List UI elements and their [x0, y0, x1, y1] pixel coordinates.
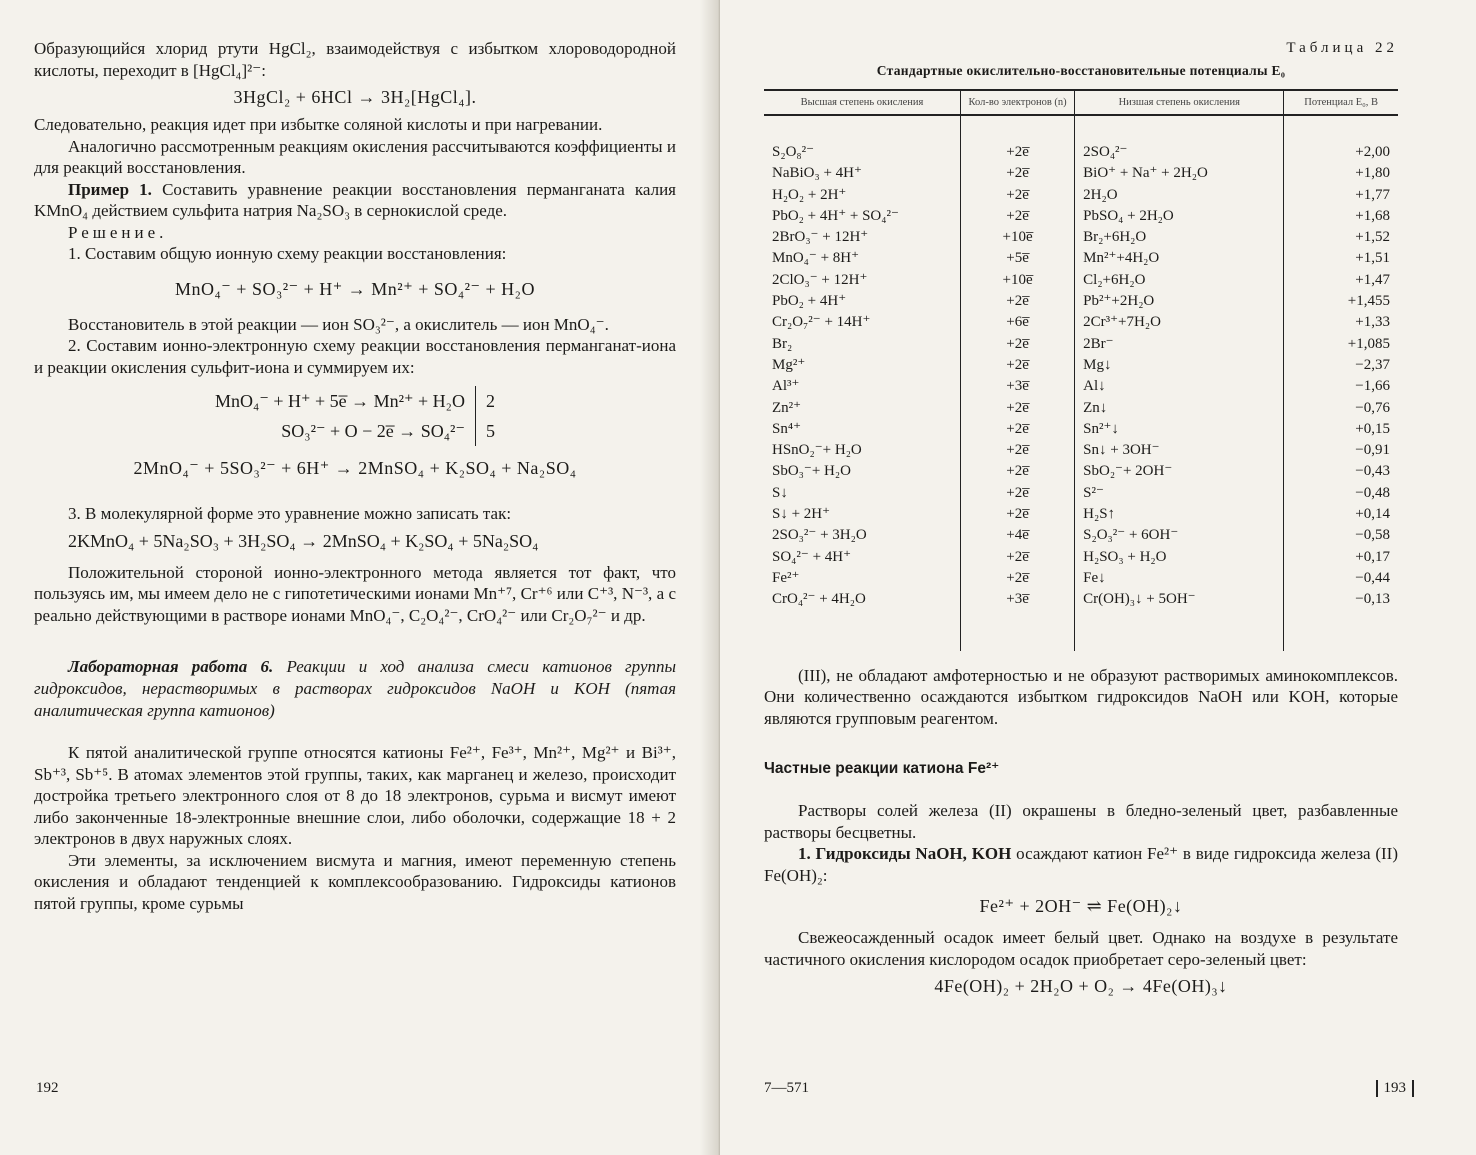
potentials-table: [764, 89, 1398, 651]
table-cell: 2SO₄²⁻: [1075, 142, 1284, 163]
example-paragraph: [34, 179, 676, 222]
table-cell: S↓ + 2H⁺: [772, 506, 831, 523]
table-cell: 2Br⁻: [1075, 334, 1284, 355]
table-row: [764, 589, 1398, 610]
table-cell: 2H₂O: [1075, 185, 1284, 206]
table-cell: [764, 611, 961, 651]
table-body: [764, 115, 1398, 651]
table-cell: +6e̅: [961, 312, 1075, 333]
step-1: 1. Составим общую ионную схему реакции восстановления:: [68, 244, 507, 263]
table-cell: +10e̅: [961, 227, 1075, 248]
table-row: [764, 185, 1398, 206]
half-reaction-2: SO₃²⁻ + O − 2e̅ → SO₄²⁻: [281, 421, 465, 441]
table-cell: Mg²⁺: [772, 356, 806, 373]
table-cell: Mg↓: [1075, 355, 1284, 376]
table-cell: +2e̅: [961, 206, 1075, 227]
table-cell: Zn↓: [1075, 398, 1284, 419]
table-row: [764, 461, 1398, 482]
table-cell: Br₂+6H₂O: [1075, 227, 1284, 248]
paragraph: Следовательно, реакция идет при избытке соляной кислоты и при нагревании.: [34, 115, 603, 134]
paragraph: Образующийся хлорид ртути HgCl₂, взаимодействуя с избытком хлороводородной кислоты, переходит в [HgCl₄]²⁻:: [34, 39, 676, 80]
table-cell: BiO⁺ + Na⁺ + 2H₂O: [1075, 163, 1284, 184]
table-cell: H₂S↑: [1075, 504, 1284, 525]
table-cell: S₂O₃²⁻ + 6OH⁻: [1075, 525, 1284, 546]
column-header: Потенциал E₀, В: [1284, 90, 1398, 115]
table-cell: 2SO₃²⁻ + 3H₂O: [772, 527, 867, 544]
table-cell: Sn²⁺↓: [1075, 419, 1284, 440]
table-cell: 2ClO₃⁻ + 12H⁺: [772, 271, 868, 288]
table-cell: +10e̅: [961, 270, 1075, 291]
table-cell: SbO₃⁻+ H₂O: [772, 463, 851, 480]
table-cell: HSnO₂⁻+ H₂O: [772, 442, 862, 459]
table-cell: +1,68: [1284, 206, 1398, 227]
example-text: Составить уравнение реакции восстановления перманганата калия KMnO₄ действием сульфита натрия Na₂SO₃ в сернокислой среде.: [34, 179, 677, 220]
table-cell: −1,66: [1284, 376, 1398, 397]
table-row: [764, 206, 1398, 227]
table-cell: Cl₂+6H₂O: [1075, 270, 1284, 291]
table-cell: Pb²⁺+2H₂O: [1075, 291, 1284, 312]
table-cell: +3e̅: [961, 376, 1075, 397]
table-cell: +3e̅: [961, 589, 1075, 610]
column-header: Кол-во электронов (n): [961, 90, 1075, 115]
table-spacer-row: [764, 115, 1398, 142]
table-cell: [764, 115, 961, 142]
lab-subtitle: Реакции и ход анализа смеси катионов группы гидроксидов, нерастворимых в растворах гидроксидов NaOH и KOH (пятая аналитическая группа катионов): [34, 657, 676, 720]
table-cell: +2e̅: [961, 142, 1075, 163]
equation: 4Fe(OH)₂ + 2H₂O + O₂ → 4Fe(OH)₃↓: [934, 976, 1228, 997]
table-row: [764, 419, 1398, 440]
table-cell: +2e̅: [961, 355, 1075, 376]
table-cell: PbSO₄ + 2H₂O: [1075, 206, 1284, 227]
table-row: [764, 163, 1398, 184]
step-2: 2. Составим ионно-электронную схему реакции восстановления перманганат-иона и реакции окисления сульфит-иона и суммируем их:: [34, 336, 676, 377]
table-cell: [1284, 115, 1398, 142]
example-label: Пример 1.: [68, 179, 152, 199]
table-cell: +2e̅: [961, 483, 1075, 504]
table-cell: Al↓: [1075, 376, 1284, 397]
table-cell: CrO₄²⁻ + 4H₂O: [772, 591, 866, 608]
table-cell: +2,00: [1284, 142, 1398, 163]
table-row: [764, 440, 1398, 461]
table-cell: Mn²⁺+4H₂O: [1075, 248, 1284, 269]
table-cell: Fe²⁺: [772, 569, 800, 586]
table-cell: +2e̅: [961, 334, 1075, 355]
table-cell: −0,91: [1284, 440, 1398, 461]
table-cell: [961, 115, 1075, 142]
table-cell: +0,17: [1284, 547, 1398, 568]
table-row: [764, 483, 1398, 504]
column-header: Низшая степень окисления: [1075, 90, 1284, 115]
table-end-row: [764, 611, 1398, 651]
table-cell: [1284, 611, 1398, 651]
table-cell: [961, 611, 1075, 651]
table-cell: +2e̅: [961, 291, 1075, 312]
printer-signature: 7—571: [764, 1080, 809, 1096]
table-cell: +5e̅: [961, 248, 1075, 269]
paragraph: Свежеосажденный осадок имеет белый цвет. Однако на воздухе в результате частичного окисления кислородом осадок приобретает серо-зеленый цвет:: [764, 928, 1398, 969]
table-cell: +2e̅: [961, 461, 1075, 482]
equation: Fe²⁺ + 2OH⁻ ⇌ Fe(OH)₂↓: [979, 896, 1183, 917]
table-cell: +1,455: [1284, 291, 1398, 312]
page-number: 193: [1376, 1080, 1415, 1097]
table-cell: 2Cr³⁺+7H₂O: [1075, 312, 1284, 333]
table-cell: +2e̅: [961, 398, 1075, 419]
table-cell: [1075, 115, 1284, 142]
table-row: [764, 568, 1398, 589]
table-row: [764, 398, 1398, 419]
step-3: 3. В молекулярной форме это уравнение можно записать так:: [68, 504, 512, 523]
table-cell: +1,52: [1284, 227, 1398, 248]
table-cell: +2e̅: [961, 163, 1075, 184]
table-cell: PbO₂ + 4H⁺ + SO₄²⁻: [772, 207, 899, 224]
table-cell: −2,37: [1284, 355, 1398, 376]
table-cell: +4e̅: [961, 525, 1075, 546]
table-cell: 2BrO₃⁻ + 12H⁺: [772, 229, 869, 246]
table-row: [764, 504, 1398, 525]
paragraph: Растворы солей железа (II) окрашены в бледно-зеленый цвет, разбавленные растворы бесцветны.: [764, 801, 1398, 842]
table-cell: −0,76: [1284, 398, 1398, 419]
table-cell: NaBiO₃ + 4H⁺: [772, 165, 862, 182]
half-reactions: [215, 386, 476, 446]
table-row: [764, 355, 1398, 376]
table-cell: PbO₂ + 4H⁺: [772, 293, 847, 310]
table-cell: Cr(OH)₃↓ + 5OH⁻: [1075, 589, 1284, 610]
table-cell: +0,14: [1284, 504, 1398, 525]
table-cell: +1,33: [1284, 312, 1398, 333]
table-cell: +2e̅: [961, 419, 1075, 440]
equation: MnO₄⁻ + SO₃²⁻ + H⁺ → Mn²⁺ + SO₄²⁻ + H₂O: [175, 278, 535, 299]
table-cell: −0,43: [1284, 461, 1398, 482]
paragraph: Аналогично рассмотренным реакциям окисления рассчитываются коэффициенты и для реакций восстановления.: [34, 136, 676, 177]
coefficient-1: 2: [485, 391, 495, 411]
table-cell: +2e̅: [961, 504, 1075, 525]
table-caption: Таблица 22: [1286, 40, 1398, 56]
table-cell: Sn↓ + 3OH⁻: [1075, 440, 1284, 461]
half-reaction-1: MnO₄⁻ + H⁺ + 5e̅ → Mn²⁺ + H₂O: [215, 391, 465, 411]
table-row: [764, 525, 1398, 546]
table-cell: Cr₂O₇²⁻ + 14H⁺: [772, 314, 871, 331]
lab-title: Лабораторная работа 6.: [68, 657, 274, 676]
table-cell: +1,77: [1284, 185, 1398, 206]
table-row: [764, 376, 1398, 397]
reaction-label: 1. Гидроксиды NaOH, KOH: [798, 844, 1012, 864]
equation: 3HgCl₂ + 6HCl → 3H₂[HgCl₄].: [233, 87, 477, 107]
table-cell: −0,44: [1284, 568, 1398, 589]
table-cell: −0,13: [1284, 589, 1398, 610]
table-cell: H₂SO₃ + H₂O: [1075, 547, 1284, 568]
table-cell: +1,51: [1284, 248, 1398, 269]
table-row: [764, 270, 1398, 291]
table-cell: SbO₂⁻+ 2OH⁻: [1075, 461, 1284, 482]
table-cell: Fe↓: [1075, 568, 1284, 589]
table-title: Стандартные окислительно-восстановительные потенциалы E₀: [876, 63, 1286, 78]
table-row: [764, 547, 1398, 568]
table-cell: +2e̅: [961, 547, 1075, 568]
solution-heading: Решение.: [68, 222, 168, 242]
table-cell: +1,47: [1284, 270, 1398, 291]
reaction-text: осаждают катион Fe²⁺ в виде гидроксида железа (II) Fe(OH)₂:: [764, 844, 1399, 885]
table-cell: S²⁻: [1075, 483, 1284, 504]
section-heading: Частные реакции катиона Fe²⁺: [764, 760, 1000, 778]
reaction-paragraph: [764, 843, 1398, 886]
coefficients: [476, 386, 495, 446]
table-row: [764, 248, 1398, 269]
paragraph: Восстановитель в этой реакции — ион SO₃²⁻, а окислитель — ион MnO₄⁻.: [68, 314, 609, 334]
table-cell: S₂O₈²⁻: [772, 144, 815, 160]
table-row: [764, 312, 1398, 333]
half-reaction-scheme: [34, 386, 676, 446]
table-row: [764, 227, 1398, 248]
table-cell: +2e̅: [961, 440, 1075, 461]
table-row: [764, 142, 1398, 163]
paragraph: Эти элементы, за исключением висмута и магния, имеют переменную степень окисления и обладают тенденцией к комплексообразованию. Гидроксиды катионов пятой группы, кроме сурьмы: [34, 850, 676, 913]
table-cell: Br₂: [772, 335, 793, 352]
table-cell: +2e̅: [961, 185, 1075, 206]
paragraph: (III), не обладают амфотерностью и не образуют растворимых аминокомплексов. Они количественно осаждаются избытком гидроксидов NaOH или KOH, которые являются групповым реагентом.: [764, 665, 1398, 728]
table-cell: −0,48: [1284, 483, 1398, 504]
table-cell: +1,085: [1284, 334, 1398, 355]
table-cell: Al³⁺: [772, 378, 800, 395]
equation: 2KMnO₄ + 5Na₂SO₃ + 3H₂SO₄ → 2MnSO₄ + K₂SO₄ + 5Na₂SO₄: [68, 530, 539, 551]
table-cell: Zn²⁺: [772, 399, 802, 416]
page-number: 192: [36, 1080, 59, 1096]
table-row: [764, 291, 1398, 312]
table-cell: MnO₄⁻ + 8H⁺: [772, 250, 860, 267]
table-cell: +2e̅: [961, 568, 1075, 589]
lab-heading: [34, 656, 676, 722]
right-page: [720, 0, 1476, 1155]
table-header-row: [764, 90, 1398, 115]
table-cell: S↓: [772, 484, 788, 501]
table-cell: H₂O₂ + 2H⁺: [772, 186, 847, 203]
paragraph: Положительной стороной ионно-электронного метода является тот факт, что пользуясь им, мы имеем дело не с гипотетическими ионами Mn⁺⁷, Cr⁺⁶ или C⁺³, N⁻³, а с реально действующими в растворе ионами MnO₄⁻, C₂O₄²⁻, CrO₄²⁻ или Cr₂O₇²⁻ и др.: [34, 562, 676, 625]
left-page: [0, 0, 720, 1155]
table-cell: [1075, 611, 1284, 651]
table-cell: +1,80: [1284, 163, 1398, 184]
table-cell: −0,58: [1284, 525, 1398, 546]
coefficient-2: 5: [485, 421, 495, 441]
table-row: [764, 334, 1398, 355]
equation: 2MnO₄⁻ + 5SO₃²⁻ + 6H⁺ → 2MnSO₄ + K₂SO₄ + Na₂SO₄: [133, 458, 577, 478]
paragraph: К пятой аналитической группе относятся катионы Fe²⁺, Fe³⁺, Mn²⁺, Mg²⁺ и Bi³⁺, Sb⁺³, Sb⁺⁵. В атомах элементов этой группы, таких, как марганец и железо, происходит достройка третьего электронного слоя от 8 до 18 электронов, сурьма и висмут имеют либо законченные 18-электронные внешние слои, либо оболочки, содержащие 18 + 2 электронов в двух наружных слоях.: [34, 743, 676, 848]
table-cell: SO₄²⁻ + 4H⁺: [772, 548, 852, 565]
column-header: Высшая степень окисления: [764, 90, 961, 115]
table-cell: Sn⁴⁺: [772, 420, 801, 437]
table-cell: +0,15: [1284, 419, 1398, 440]
